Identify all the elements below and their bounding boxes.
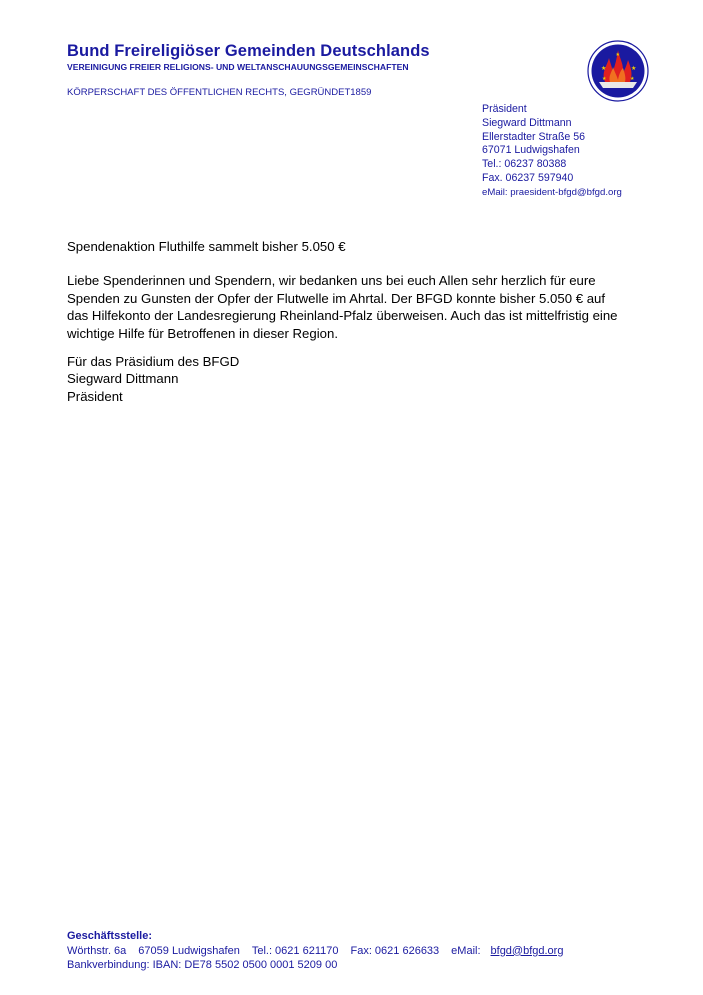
footer-city: 67059 Ludwigshafen	[138, 944, 240, 957]
sender-role: Präsident	[482, 103, 527, 115]
body-line: Spenden zu Gunsten der Opfer der Flutwelle im Ahrtal. Der BFGD konnte bisher 5.050 € auf	[67, 290, 606, 306]
svg-text:★: ★	[602, 76, 607, 82]
sender-fax: Fax. 06237 597940	[482, 171, 574, 184]
organization-subtitle: VEREINIGUNG FREIER RELIGIONS- UND WELTANSCHAUUNGSGEMEINSCHAFTEN	[67, 62, 409, 72]
flame-emblem-icon	[587, 40, 649, 102]
footer	[67, 929, 563, 973]
svg-text:★: ★	[630, 76, 635, 82]
footer-street: Wörthstr. 6a	[67, 944, 127, 957]
body-line: wichtige Hilfe für Betroffenen in dieser Region.	[67, 325, 338, 341]
body-line: Liebe Spenderinnen und Spendern, wir bedanken uns bei euch Allen sehr herzlich für eure	[67, 273, 596, 288]
body-line: das Hilfekonto der Landesregierung Rheinland-Pfalz überweisen. Auch das ist mittelfristig eine	[67, 308, 618, 324]
svg-text:★: ★	[615, 52, 620, 58]
footer-bank: Bankverbindung: IBAN: DE78 5502 0500 0001 5209 00	[67, 959, 338, 972]
organization-status: KÖRPERSCHAFT DES ÖFFENTLICHEN RECHTS, GEGRÜNDET1859	[67, 87, 372, 98]
svg-text:★: ★	[601, 65, 607, 72]
footer-contact-line	[67, 944, 563, 959]
footer-email-link[interactable]: bfgd@bfgd.org	[490, 944, 564, 957]
sender-name: Siegward Dittmann	[482, 116, 572, 129]
svg-text:★: ★	[631, 65, 637, 72]
sender-city: 67071 Ludwigshafen	[482, 144, 580, 157]
letter-signature	[67, 353, 239, 405]
signature-title: Präsident	[67, 388, 123, 404]
footer-phone: Tel.: 0621 621170	[251, 944, 339, 957]
footer-email-label: eMail:	[451, 944, 481, 957]
signature-name: Siegward Dittmann	[67, 371, 179, 387]
letter-body	[67, 272, 667, 342]
organization-name: Bund Freireligiöser Gemeinden Deutschlands	[67, 42, 430, 60]
footer-fax: Fax: 0621 626633	[350, 944, 440, 957]
sender-street: Ellerstadter Straße 56	[482, 130, 586, 143]
letter-subject: Spendenaktion Fluthilfe sammelt bisher 5.050 €	[67, 239, 346, 254]
sender-address-block	[482, 103, 622, 200]
footer-office-label: Geschäftsstelle:	[67, 930, 152, 942]
sender-email: eMail: praesident-bfgd@bfgd.org	[482, 186, 622, 198]
sender-phone: Tel.: 06237 80388	[482, 158, 567, 171]
signature-line-1: Für das Präsidium des BFGD	[67, 354, 240, 369]
